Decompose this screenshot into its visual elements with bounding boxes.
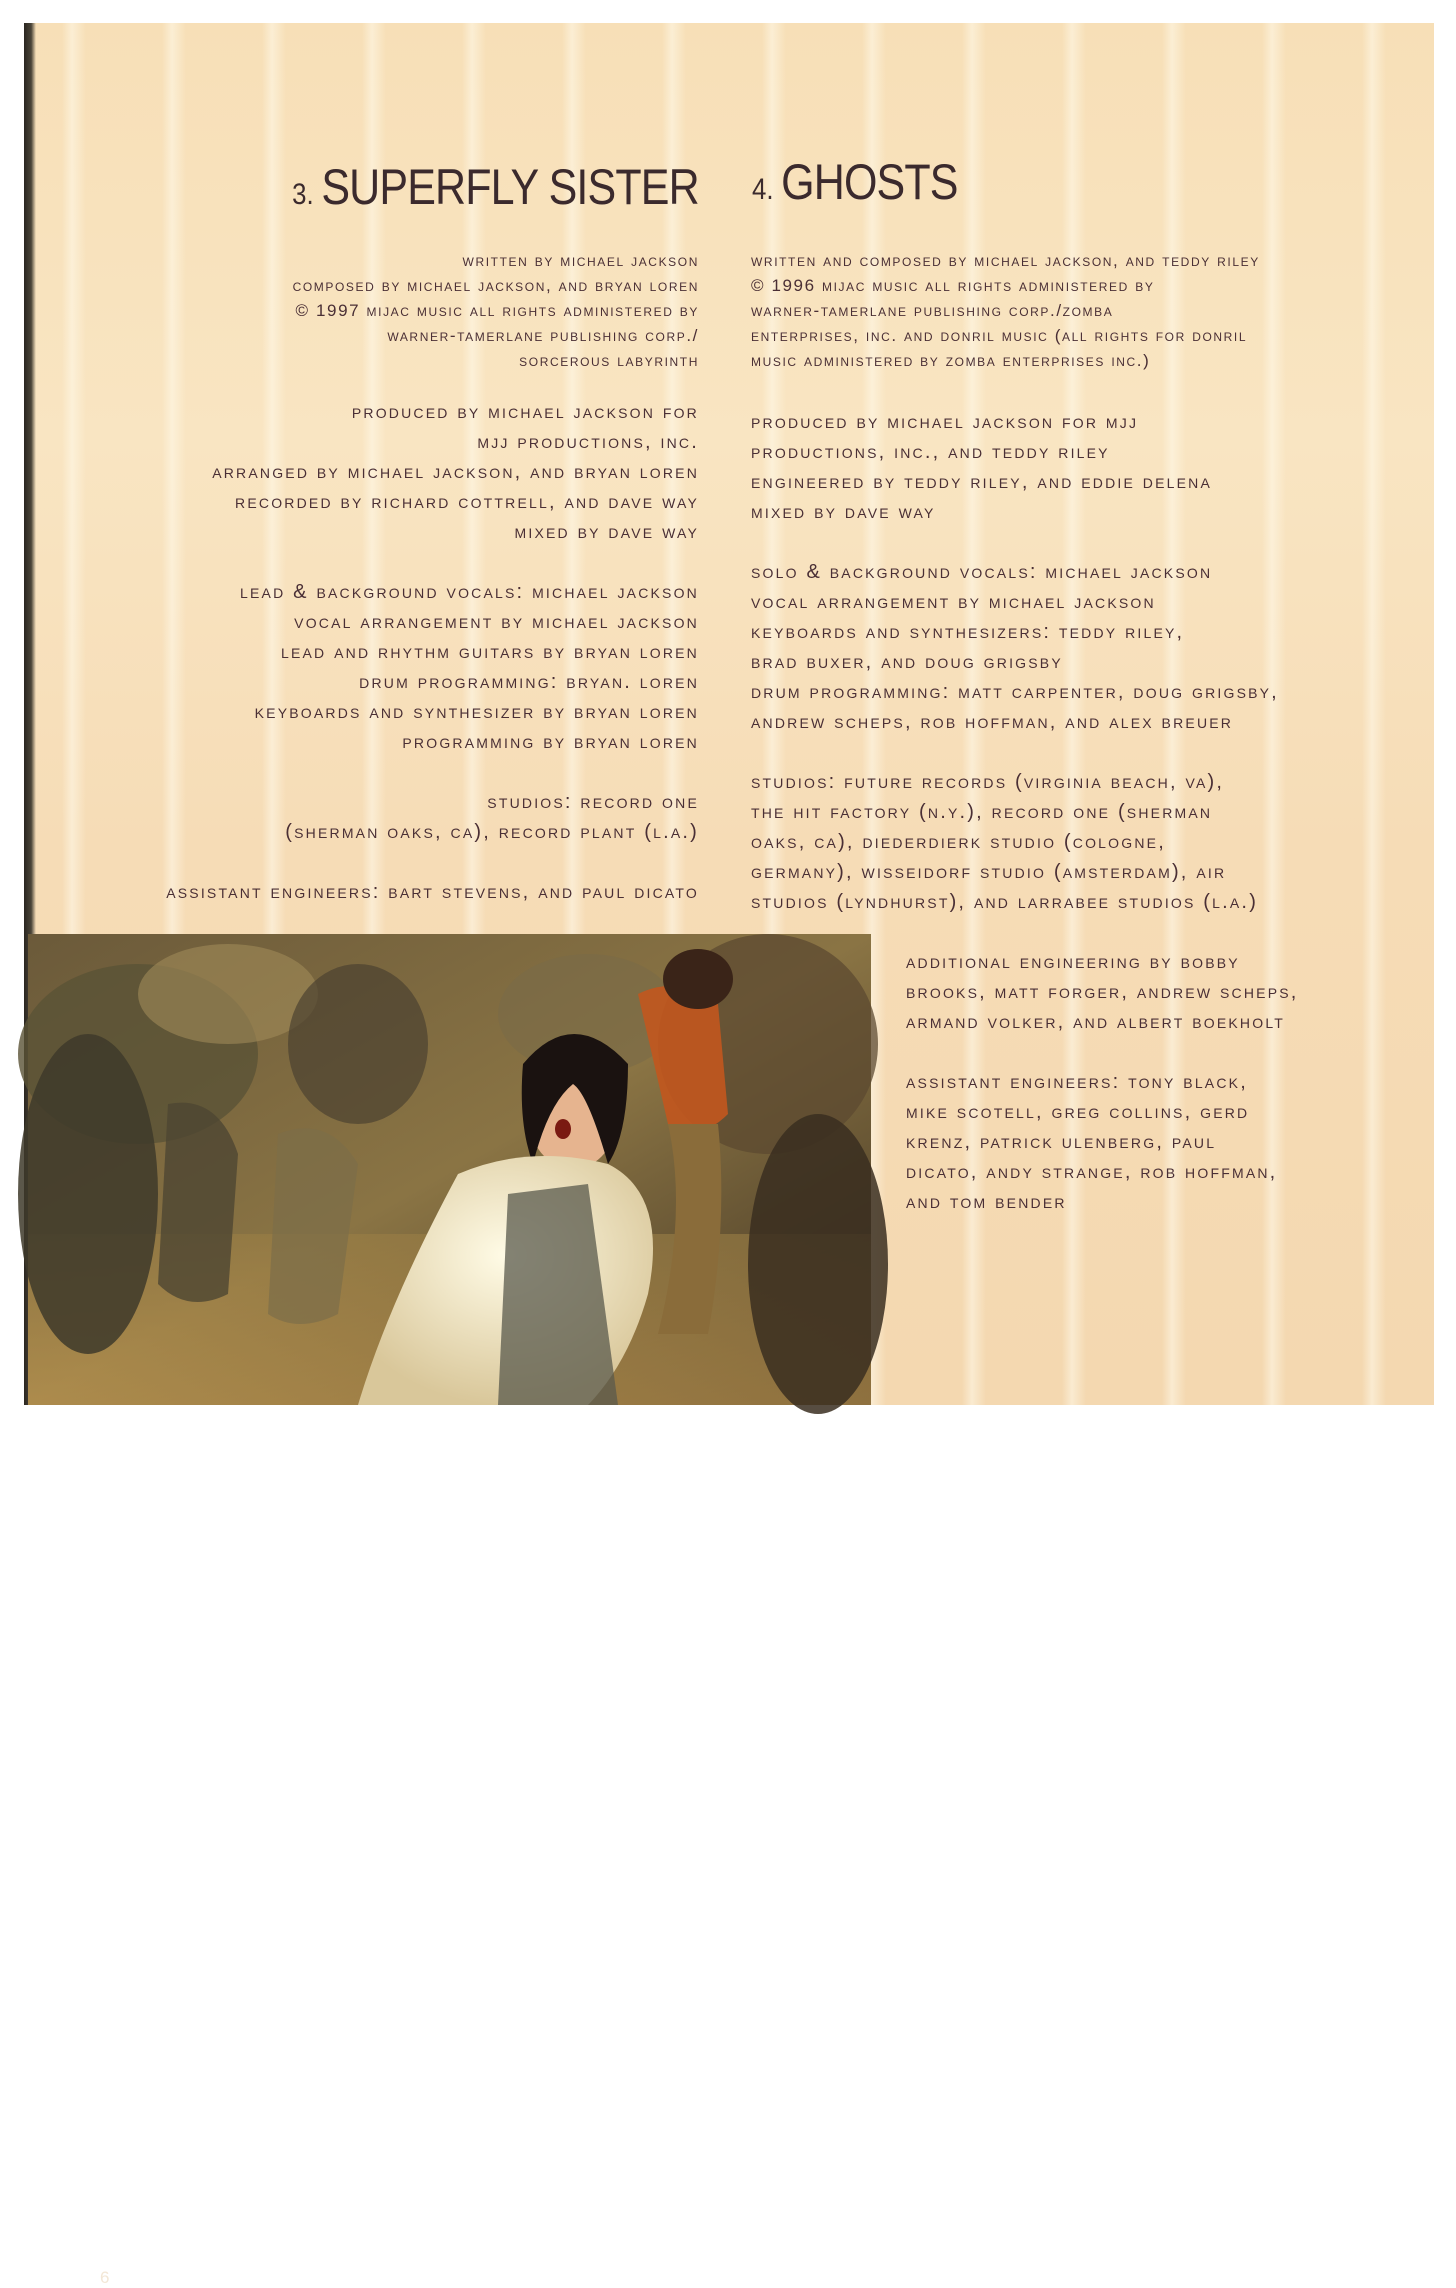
credit-line: mixed by dave way [751,501,936,523]
credit-line: mjj productions, inc. [477,431,699,453]
ghosts-video-still-photo [28,934,871,2287]
credit-line: © 1996 mijac music all rights administered by [751,276,1155,295]
ghosts-writer-credits [751,248,1260,373]
superfly-studio-credits [285,787,699,847]
credit-line: germany), wisseidorf studio (amsterdam), air [751,861,1227,883]
credit-line: assistant engineers: bart stevens, and paul dicato [166,881,699,903]
superfly-writer-credits [293,248,699,373]
credit-line: andrew scheps, rob hoffman, and alex breuer [751,711,1234,733]
credit-line: solo & background vocals: michael jackson [751,561,1213,583]
credit-line: vocal arrangement by michael jackson [751,591,1156,613]
superfly-assistant-engineers [166,877,699,907]
credit-line: assistant engineers: tony black, [906,1071,1248,1093]
track-name: GHOSTS [781,154,958,210]
credit-line: and tom bender [906,1191,1067,1213]
superfly-production-credits [212,397,699,547]
credit-line: © 1997 mijac music all rights administered by [295,301,699,320]
credit-line: recorded by richard cottrell, and dave way [235,491,699,513]
credit-line: keyboards and synthesizers: teddy riley, [751,621,1185,643]
credit-line: keyboards and synthesizer by bryan loren [254,701,699,723]
credit-line: programming by bryan loren [402,731,699,753]
ghosts-studio-credits [751,767,1258,917]
credit-line: drum programming: matt carpenter, doug grigsby, [751,681,1279,703]
credit-line: engineered by teddy riley, and eddie delena [751,471,1213,493]
credit-line: productions, inc., and teddy riley [751,441,1110,463]
credit-line: produced by michael jackson for [351,401,699,423]
superfly-performer-credits [240,577,699,757]
credit-line: additional engineering by bobby [906,951,1240,973]
track-number: 4. [752,173,774,206]
track-number: 3. [292,178,314,211]
credit-line: armand volker, and albert boekholt [906,1011,1286,1033]
credit-line: vocal arrangement by michael jackson [294,611,699,633]
credit-line: brad buxer, and doug grigsby [751,651,1063,673]
credit-line: lead & background vocals: michael jackson [240,581,699,603]
credit-line: studios (lyndhurst), and larrabee studios (l.a.) [751,891,1259,913]
credit-line: oaks, ca), diederdierk studio (cologne, [751,831,1166,853]
credit-line: studios: future records (virginia beach, va), [751,771,1225,793]
track-name: SUPERFLY SISTER [321,159,699,215]
credit-line: krenz, patrick ulenberg, paul [906,1131,1217,1153]
credit-line: produced by michael jackson for mjj [751,411,1139,433]
track-title-ghosts [752,153,958,211]
credit-line: dicato, andy strange, rob hoffman, [906,1161,1278,1183]
credit-line: (sherman oaks, ca), record plant (l.a.) [285,821,699,843]
page-number: 6 [100,2268,110,2287]
credit-line: the hit factory (n.y.), record one (sherman [751,801,1213,823]
credit-line: mixed by dave way [514,521,699,543]
ghosts-additional-engineering [906,947,1299,1037]
booklet-page [24,23,1434,2287]
credit-line: lead and rhythm guitars by bryan loren [281,641,699,663]
photo-illustration [28,934,871,1405]
ghosts-assistant-engineers [906,1067,1277,1217]
credit-line: warner-tamerlane publishing corp./ [387,326,699,345]
track-title-superfly-sister [292,158,699,216]
credit-line: mike scotell, greg collins, gerd [906,1101,1250,1123]
credit-line: brooks, matt forger, andrew scheps, [906,981,1299,1003]
ghosts-production-credits [751,407,1212,527]
credit-line: sorcerous labyrinth [519,351,699,370]
credit-line: music administered by zomba enterprises inc.) [751,351,1151,370]
credit-line: composed by michael jackson, and bryan loren [292,276,699,295]
credit-line: arranged by michael jackson, and bryan loren [212,461,699,483]
credit-line: studios: record one [487,791,699,813]
credit-line: drum programming: bryan. loren [359,671,699,693]
ghosts-performer-credits [751,557,1279,737]
credit-line: warner-tamerlane publishing corp./zomba [751,301,1114,320]
credit-line: written by michael jackson [462,251,699,270]
credit-line: enterprises, inc. and donril music (all rights for donril [751,326,1248,345]
credit-line: written and composed by michael jackson, and teddy riley [751,251,1260,270]
